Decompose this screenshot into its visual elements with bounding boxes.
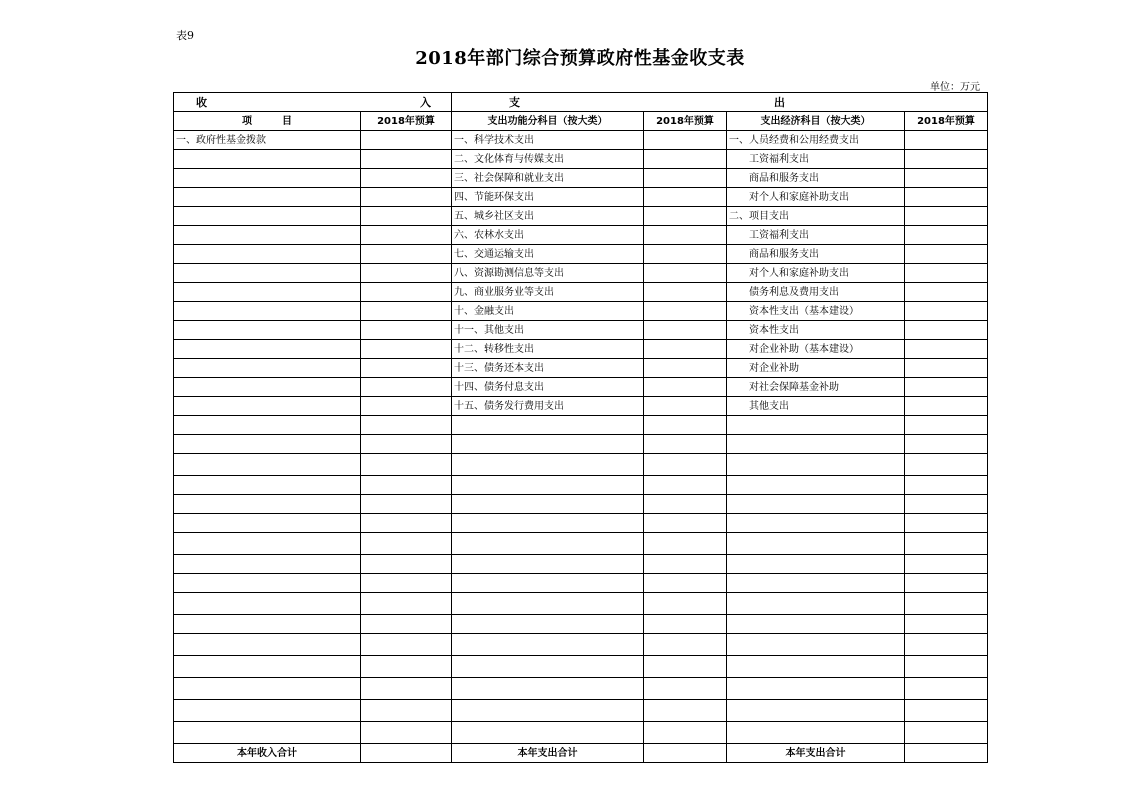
income-item-cell	[174, 321, 361, 340]
empty-cell	[644, 555, 727, 574]
income-budget-cell	[361, 207, 452, 226]
empty-cell	[644, 416, 727, 435]
econ-total-value	[905, 744, 988, 763]
empty-cell	[905, 416, 988, 435]
table-row	[174, 169, 988, 188]
econ-budget-cell	[905, 131, 988, 150]
econ-budget-cell	[905, 207, 988, 226]
empty-cell	[644, 615, 727, 634]
empty-cell	[905, 634, 988, 656]
func-budget-cell	[644, 283, 727, 302]
income-budget-cell	[361, 321, 452, 340]
empty-cell	[452, 722, 644, 744]
income-item-cell	[174, 150, 361, 169]
func-total-value	[644, 744, 727, 763]
empty-row	[174, 454, 988, 476]
empty-cell	[644, 722, 727, 744]
empty-cell	[361, 514, 452, 533]
empty-cell	[361, 533, 452, 555]
income-budget-cell	[361, 283, 452, 302]
empty-cell	[727, 700, 905, 722]
table-row	[174, 131, 988, 150]
empty-row	[174, 700, 988, 722]
empty-cell	[174, 435, 361, 454]
econ-class-cell: 对企业补助	[727, 359, 905, 378]
econ-budget-cell	[905, 321, 988, 340]
empty-row	[174, 416, 988, 435]
empty-cell	[905, 574, 988, 593]
econ-class-cell: 资本性支出（基本建设）	[727, 302, 905, 321]
empty-cell	[174, 574, 361, 593]
col-header-budget-func: 2018年预算	[644, 112, 727, 131]
econ-budget-cell	[905, 359, 988, 378]
empty-cell	[452, 555, 644, 574]
econ-budget-cell	[905, 264, 988, 283]
income-item-cell	[174, 207, 361, 226]
empty-cell	[644, 454, 727, 476]
empty-cell	[361, 495, 452, 514]
func-budget-cell	[644, 245, 727, 264]
func-class-cell: 二、文化体育与传媒支出	[452, 150, 644, 169]
income-item-cell	[174, 188, 361, 207]
empty-row	[174, 435, 988, 454]
empty-cell	[174, 634, 361, 656]
func-budget-cell	[644, 359, 727, 378]
empty-cell	[727, 574, 905, 593]
empty-cell	[452, 615, 644, 634]
col-header-func-class: 支出功能分科目（按大类）	[452, 112, 644, 131]
empty-cell	[644, 435, 727, 454]
func-budget-cell	[644, 169, 727, 188]
empty-cell	[727, 495, 905, 514]
func-class-cell: 十二、转移性支出	[452, 340, 644, 359]
table-row	[174, 283, 988, 302]
empty-cell	[727, 678, 905, 700]
empty-cell	[361, 593, 452, 615]
table-row	[174, 264, 988, 283]
income-header-left: 收	[196, 95, 207, 109]
empty-cell	[452, 495, 644, 514]
income-item-cell	[174, 302, 361, 321]
empty-cell	[727, 454, 905, 476]
empty-cell	[174, 416, 361, 435]
empty-cell	[361, 615, 452, 634]
income-item-cell	[174, 378, 361, 397]
income-budget-cell	[361, 245, 452, 264]
empty-cell	[174, 700, 361, 722]
empty-cell	[452, 416, 644, 435]
empty-cell	[727, 416, 905, 435]
func-class-cell: 十四、债务付息支出	[452, 378, 644, 397]
empty-row	[174, 495, 988, 514]
income-item-cell	[174, 264, 361, 283]
func-budget-cell	[644, 131, 727, 150]
econ-class-cell: 资本性支出	[727, 321, 905, 340]
empty-cell	[644, 533, 727, 555]
empty-cell	[727, 722, 905, 744]
empty-cell	[644, 700, 727, 722]
func-budget-cell	[644, 207, 727, 226]
func-budget-cell	[644, 302, 727, 321]
empty-cell	[361, 700, 452, 722]
func-total-label: 本年支出合计	[452, 744, 644, 763]
econ-budget-cell	[905, 397, 988, 416]
empty-cell	[905, 514, 988, 533]
empty-row	[174, 593, 988, 615]
table-row	[174, 321, 988, 340]
empty-row	[174, 722, 988, 744]
econ-budget-cell	[905, 150, 988, 169]
empty-cell	[905, 435, 988, 454]
func-class-cell: 六、农林水支出	[452, 226, 644, 245]
econ-budget-cell	[905, 245, 988, 264]
econ-class-cell: 一、人员经费和公用经费支出	[727, 131, 905, 150]
income-budget-cell	[361, 378, 452, 397]
empty-cell	[905, 495, 988, 514]
empty-cell	[727, 634, 905, 656]
empty-cell	[361, 555, 452, 574]
income-total-value	[361, 744, 452, 763]
econ-class-cell: 对个人和家庭补助支出	[727, 264, 905, 283]
func-budget-cell	[644, 188, 727, 207]
empty-row	[174, 656, 988, 678]
econ-class-cell: 债务利息及费用支出	[727, 283, 905, 302]
func-class-cell: 八、资源勘测信息等支出	[452, 264, 644, 283]
empty-cell	[174, 533, 361, 555]
empty-cell	[727, 615, 905, 634]
empty-row	[174, 476, 988, 495]
empty-cell	[361, 454, 452, 476]
income-section-header	[174, 93, 452, 112]
income-budget-cell	[361, 397, 452, 416]
func-budget-cell	[644, 226, 727, 245]
empty-cell	[361, 722, 452, 744]
income-budget-cell	[361, 169, 452, 188]
empty-cell	[174, 514, 361, 533]
empty-cell	[361, 476, 452, 495]
income-budget-cell	[361, 302, 452, 321]
empty-cell	[905, 678, 988, 700]
empty-row	[174, 533, 988, 555]
empty-cell	[174, 593, 361, 615]
empty-cell	[174, 722, 361, 744]
func-class-cell: 七、交通运输支出	[452, 245, 644, 264]
col-header-budget-income: 2018年预算	[361, 112, 452, 131]
func-budget-cell	[644, 378, 727, 397]
expense-header-left: 支	[509, 95, 520, 109]
table-row	[174, 207, 988, 226]
col-header-item: 项 目	[174, 112, 361, 131]
income-budget-cell	[361, 188, 452, 207]
empty-cell	[905, 722, 988, 744]
income-budget-cell	[361, 150, 452, 169]
col-header-budget-econ: 2018年预算	[905, 112, 988, 131]
empty-row	[174, 615, 988, 634]
income-budget-cell	[361, 359, 452, 378]
func-class-cell: 四、节能环保支出	[452, 188, 644, 207]
empty-cell	[174, 454, 361, 476]
empty-cell	[727, 555, 905, 574]
func-class-cell: 十一、其他支出	[452, 321, 644, 340]
empty-cell	[361, 678, 452, 700]
func-class-cell: 十五、债务发行费用支出	[452, 397, 644, 416]
func-budget-cell	[644, 397, 727, 416]
empty-cell	[905, 454, 988, 476]
empty-cell	[644, 514, 727, 533]
econ-budget-cell	[905, 340, 988, 359]
empty-cell	[644, 634, 727, 656]
column-header-row	[174, 112, 988, 131]
empty-cell	[644, 656, 727, 678]
table-row	[174, 245, 988, 264]
func-budget-cell	[644, 340, 727, 359]
func-class-cell: 九、商业服务业等支出	[452, 283, 644, 302]
table-number-label: 表9	[176, 29, 194, 42]
expense-header-right: 出	[774, 95, 785, 109]
empty-cell	[452, 574, 644, 593]
income-budget-cell	[361, 131, 452, 150]
table-row	[174, 188, 988, 207]
empty-cell	[361, 574, 452, 593]
table-row	[174, 226, 988, 245]
func-budget-cell	[644, 264, 727, 283]
econ-class-cell: 对社会保障基金补助	[727, 378, 905, 397]
empty-row	[174, 514, 988, 533]
econ-budget-cell	[905, 188, 988, 207]
empty-cell	[452, 476, 644, 495]
empty-cell	[727, 593, 905, 615]
totals-row	[174, 744, 988, 763]
empty-cell	[727, 514, 905, 533]
func-class-cell: 十、金融支出	[452, 302, 644, 321]
table-row	[174, 150, 988, 169]
empty-cell	[727, 435, 905, 454]
empty-cell	[174, 476, 361, 495]
econ-class-cell: 对个人和家庭补助支出	[727, 188, 905, 207]
empty-row	[174, 555, 988, 574]
empty-cell	[905, 555, 988, 574]
empty-cell	[644, 495, 727, 514]
income-item-cell: 一、政府性基金拨款	[174, 131, 361, 150]
func-class-cell: 一、科学技术支出	[452, 131, 644, 150]
empty-cell	[361, 656, 452, 678]
unit-label: 单位：万元	[930, 82, 980, 93]
econ-class-cell: 商品和服务支出	[727, 245, 905, 264]
table-row	[174, 340, 988, 359]
empty-cell	[361, 435, 452, 454]
income-header-right: 入	[420, 95, 431, 109]
table-row	[174, 359, 988, 378]
col-header-econ-class: 支出经济科目（按大类）	[727, 112, 905, 131]
econ-class-cell: 工资福利支出	[727, 226, 905, 245]
table-row	[174, 397, 988, 416]
table-row	[174, 302, 988, 321]
income-budget-cell	[361, 226, 452, 245]
econ-budget-cell	[905, 302, 988, 321]
empty-cell	[727, 476, 905, 495]
empty-cell	[452, 634, 644, 656]
empty-cell	[905, 593, 988, 615]
empty-cell	[905, 700, 988, 722]
func-budget-cell	[644, 150, 727, 169]
income-item-cell	[174, 283, 361, 302]
empty-cell	[361, 416, 452, 435]
income-item-cell	[174, 359, 361, 378]
func-class-cell: 三、社会保障和就业支出	[452, 169, 644, 188]
table-row	[174, 378, 988, 397]
empty-cell	[361, 634, 452, 656]
empty-cell	[644, 574, 727, 593]
empty-cell	[452, 678, 644, 700]
empty-cell	[174, 495, 361, 514]
income-budget-cell	[361, 340, 452, 359]
empty-cell	[905, 656, 988, 678]
empty-cell	[452, 533, 644, 555]
func-class-cell: 五、城乡社区支出	[452, 207, 644, 226]
empty-cell	[174, 615, 361, 634]
econ-class-cell: 工资福利支出	[727, 150, 905, 169]
func-class-cell: 十三、债务还本支出	[452, 359, 644, 378]
empty-cell	[905, 615, 988, 634]
income-item-cell	[174, 245, 361, 264]
income-item-cell	[174, 169, 361, 188]
empty-cell	[905, 476, 988, 495]
empty-row	[174, 574, 988, 593]
empty-cell	[644, 678, 727, 700]
income-total-label: 本年收入合计	[174, 744, 361, 763]
empty-cell	[905, 533, 988, 555]
empty-row	[174, 678, 988, 700]
econ-budget-cell	[905, 226, 988, 245]
func-budget-cell	[644, 321, 727, 340]
empty-row	[174, 634, 988, 656]
empty-cell	[727, 533, 905, 555]
econ-class-cell: 二、项目支出	[727, 207, 905, 226]
page-title: 2018年部门综合预算政府性基金收支表	[415, 48, 745, 69]
empty-cell	[452, 514, 644, 533]
econ-class-cell: 商品和服务支出	[727, 169, 905, 188]
econ-class-cell: 对企业补助（基本建设）	[727, 340, 905, 359]
econ-budget-cell	[905, 283, 988, 302]
empty-cell	[174, 678, 361, 700]
empty-cell	[727, 656, 905, 678]
empty-cell	[644, 476, 727, 495]
empty-cell	[452, 700, 644, 722]
econ-budget-cell	[905, 169, 988, 188]
empty-cell	[644, 593, 727, 615]
empty-cell	[174, 555, 361, 574]
income-item-cell	[174, 340, 361, 359]
empty-cell	[452, 656, 644, 678]
econ-class-cell: 其他支出	[727, 397, 905, 416]
empty-cell	[452, 435, 644, 454]
empty-cell	[452, 593, 644, 615]
income-item-cell	[174, 226, 361, 245]
budget-table	[173, 92, 988, 763]
empty-cell	[452, 454, 644, 476]
section-header-row	[174, 93, 988, 112]
income-budget-cell	[361, 264, 452, 283]
econ-total-label: 本年支出合计	[727, 744, 905, 763]
expense-section-header	[452, 93, 988, 112]
empty-cell	[174, 656, 361, 678]
econ-budget-cell	[905, 378, 988, 397]
income-item-cell	[174, 397, 361, 416]
